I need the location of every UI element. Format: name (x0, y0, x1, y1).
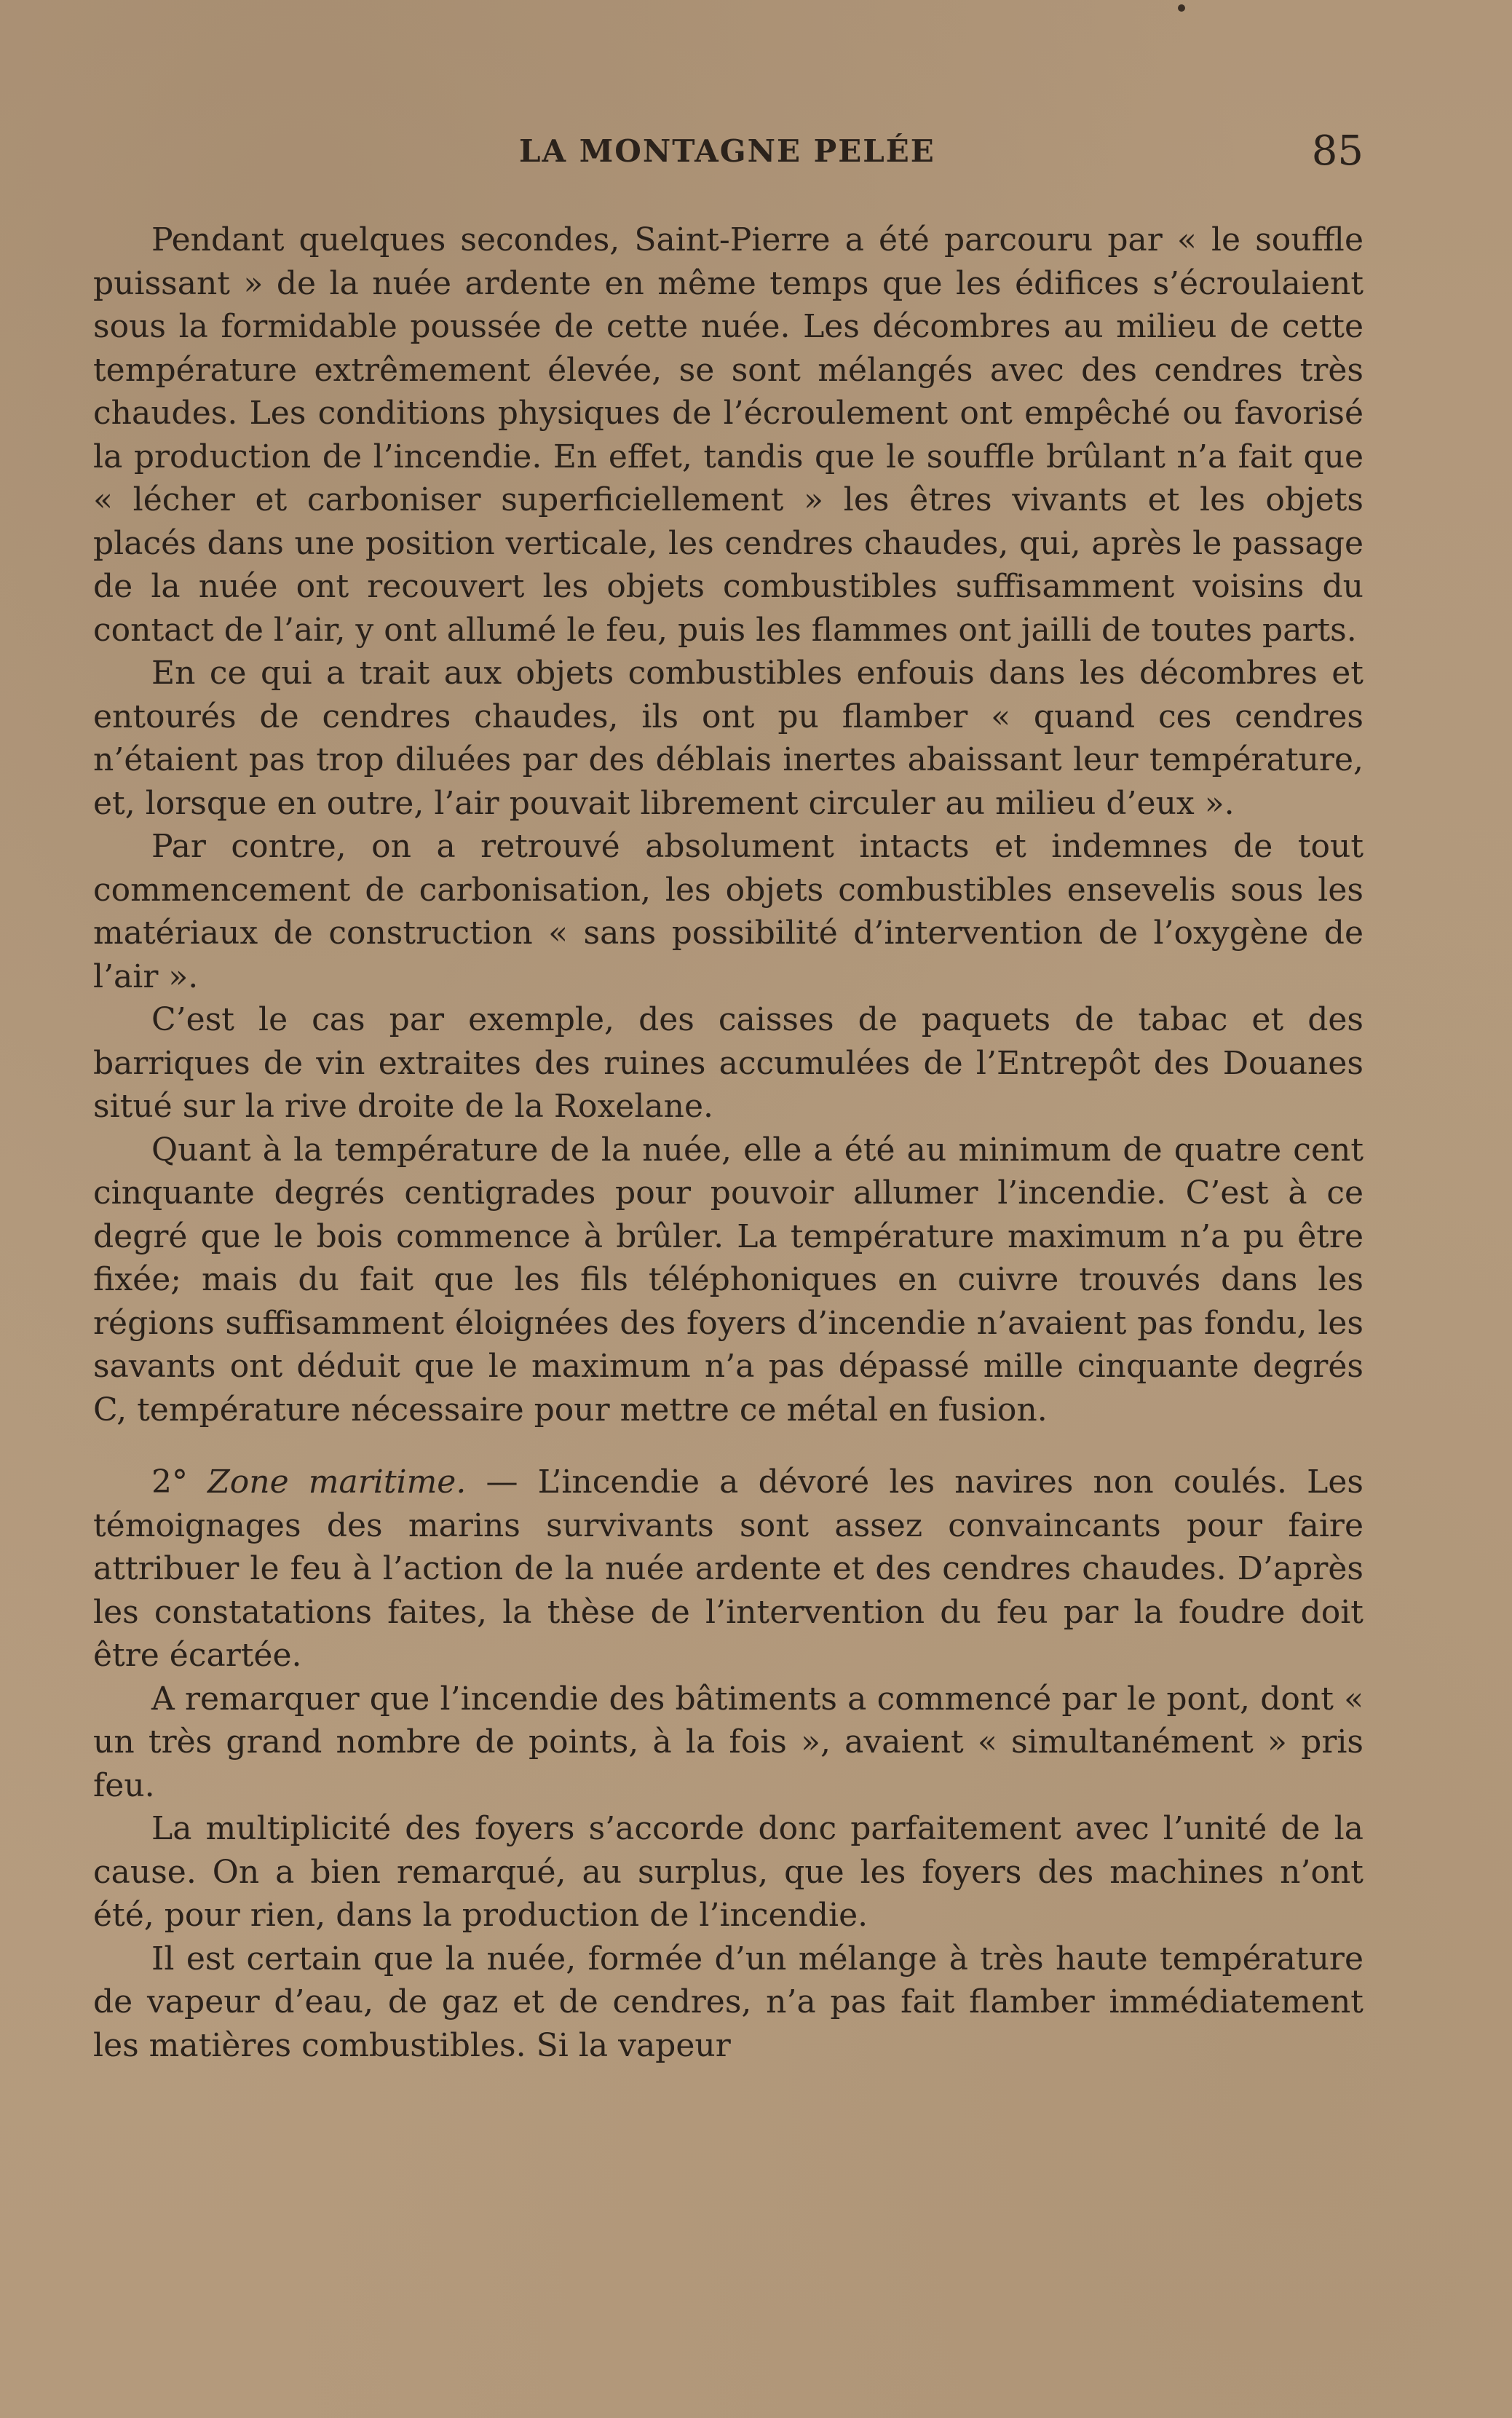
paragraph: C’est le cas par exemple, des caisses de paquets de tabac et des barriques de vin extraites des ruines accumulées de l’Entrepôt des Douanes situé sur la rive droite de la Roxelane. (93, 1001, 1363, 1125)
paragraph: Quant à la température de la nuée, elle a été au minimum de quatre cent cinquante degrés centigrades pour pouvoir allumer l’incendie. C’est à ce degré que le bois commence à brûler. La température maximum n’a pu être fixée; mais du fait que les fils téléphoniques en cuivre trouvés dans les régions suffisamment éloignées des foyers d’incendie n’avaient pas fondu, les savants ont déduit que le maximum n’a pas dépassé mille cinquante degrés C, température nécessaire pour mettre ce métal en fusion. (93, 1131, 1363, 1429)
body-text (93, 218, 1363, 2067)
paragraph: Il est certain que la nuée, formée d’un mélange à très haute température de vapeur d’eau, de gaz et de cendres, n’a pas fait flamber immédiatement les matières combustibles. Si la vapeur (93, 1940, 1363, 2064)
running-header (93, 127, 1363, 178)
paragraph: En ce qui a trait aux objets combustibles enfouis dans les décombres et entourés de cendres chaudes, ils ont pu flamber « quand ces cendres n’étaient pas trop diluées par des déblais inertes abaissant leur température, et, lorsque en outre, l’air pouvait librement circuler au milieu d’eux ». (93, 655, 1363, 822)
running-title: LA MONTAGNE PELÉE (519, 133, 935, 169)
ink-speck (1178, 4, 1185, 12)
paragraph: La multiplicité des foyers s’accorde donc parfaitement avec l’unité de la cause. On a bien remarqué, au surplus, que les foyers des machines n’ont été, pour rien, dans la production de l’incendie. (93, 1810, 1363, 1934)
section-lead-text: — L’incendie a dévoré les navires non coulés. Les témoignages des marins survivants sont assez convaincants pour faire attribuer le feu à l’action de la nuée ardente et des cendres chaudes. D’après les constatations faites, la thèse de l’intervention du feu par la foudre doit être écartée. (93, 1463, 1363, 1674)
paragraph: Par contre, on a retrouvé absolument intacts et indemnes de tout commencement de carbonisation, les objets combustibles ensevelis sous les matériaux de construction « sans possibilité d’intervention de l’oxygène de l’air ». (93, 828, 1363, 995)
section-number: 2° (151, 1463, 188, 1501)
paragraph: A remarquer que l’incendie des bâtiments a commencé par le pont, dont « un très grand nombre de points, à la fois », avaient « simultanément » pris feu. (93, 1680, 1363, 1804)
section-paragraph (93, 1461, 1363, 1678)
page-number: 85 (1311, 127, 1363, 175)
section-title: Zone maritime. (207, 1463, 467, 1501)
paragraph: Pendant quelques secondes, Saint-Pierre a été parcouru par « le souffle puissant » de la nuée ardente en même temps que les édifices s’écroulaient sous la formidable poussée de cette nuée. Les décombres au milieu de cette température extrêmement élevée, se sont mélangés avec des cendres très chaudes. Les conditions physiques de l’écroulement ont empêché ou favorisé la production de l’incendie. En effet, tandis que le souffle brûlant n’a fait que « lécher et carboniser superficiellement » les êtres vivants et les objets placés dans une position verticale, les cendres chaudes, qui, après le passage de la nuée ont recouvert les objets combustibles suffisamment voisins du contact de l’air, y ont allumé le feu, puis les flammes ont jailli de toutes parts. (93, 221, 1363, 649)
